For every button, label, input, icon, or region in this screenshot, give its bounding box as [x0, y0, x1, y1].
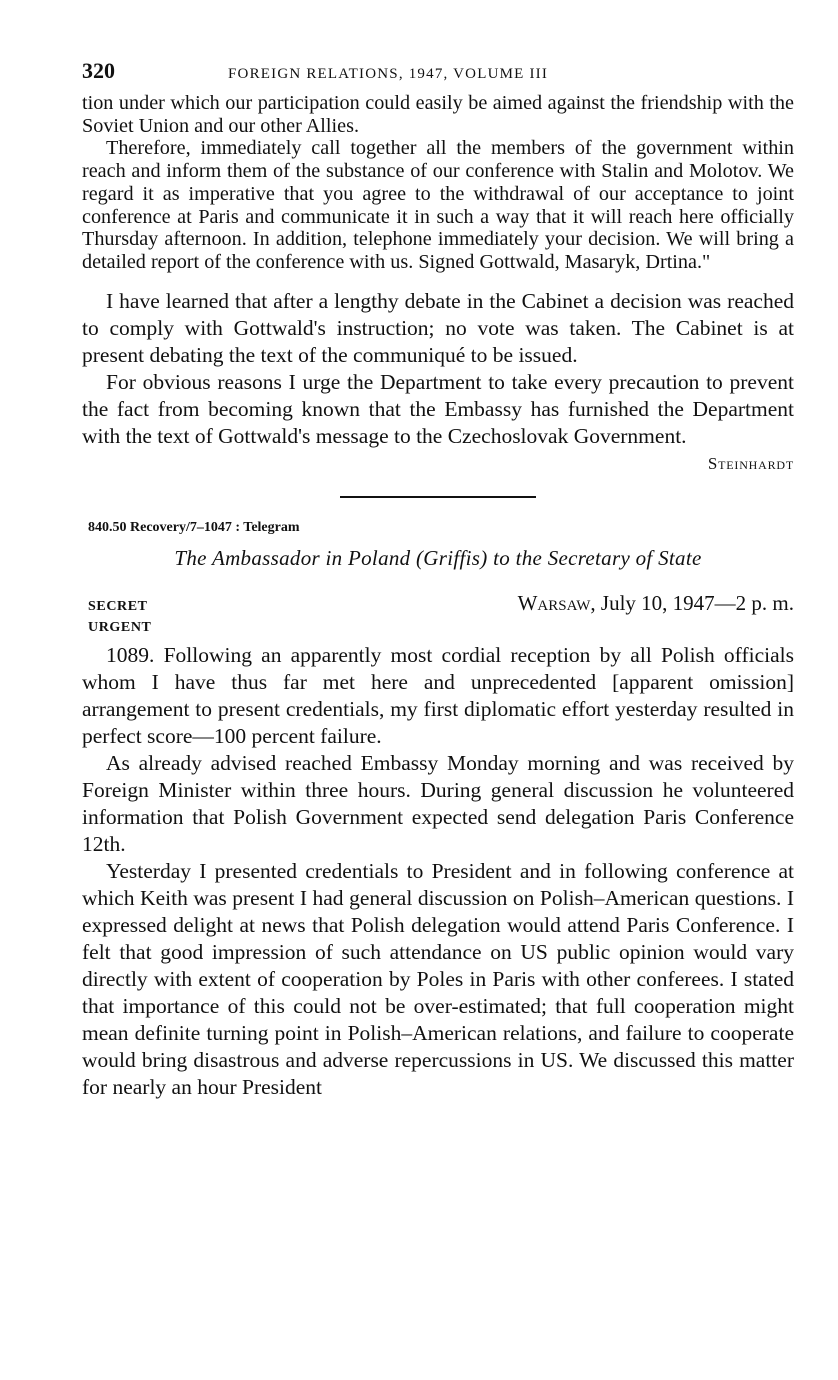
document-page	[82, 58, 794, 1101]
body-paragraph: As already advised reached Embassy Monday morning and was received by Foreign Minister within three hours. During general discussion he volunteered information that Polish Government expected send delegation Paris Conference 12th.	[82, 750, 794, 856]
file-reference: 840.50 Recovery/7–1047 : Telegram	[88, 519, 300, 535]
quote-paragraph-1: tion under which our participation could easily be aimed against the friendship with the Soviet Union and our other Allies.	[82, 92, 794, 137]
quoted-message	[82, 92, 794, 274]
body-paragraph: For obvious reasons I urge the Department to take every precaution to prevent the fact from becoming known that the Embassy has furnished the Department with the text of Gottwald's message to the Czechoslovak Government.	[82, 369, 794, 448]
body-paragraph: Yesterday I presented credentials to President and in following conference at which Keith was present I had general discussion on Polish–American questions. I expressed delight at news that Polish delegation would attend Paris Conference. I felt that good impression of such attendance on US public opinion would vary directly with extent of cooperation by Poles in Paris with other conferees. I stated that importance of this could not be over-estimated; that full cooperation might mean definite turning point in Polish–American relations, and failure to cooperate would bring disastrous and adverse repercussions in US. We discussed this matter for nearly an hour President	[82, 858, 794, 1099]
dateline-place: Warsaw	[517, 590, 591, 615]
dateline	[518, 591, 794, 616]
classification-secret: SECRET	[88, 598, 148, 614]
page-header	[82, 58, 794, 92]
body-paragraph: I have learned that after a lengthy debate in the Cabinet a decision was reached to comply with Gottwald's instruction; no vote was taken. The Cabinet is at present debating the text of the communiqué to be issued.	[82, 288, 794, 367]
signature: Steinhardt	[707, 453, 794, 473]
running-head: FOREIGN RELATIONS, 1947, VOLUME III	[228, 66, 549, 82]
first-document-body	[82, 288, 794, 450]
second-document-body	[82, 642, 794, 1101]
classification-urgent: URGENT	[88, 619, 152, 635]
body-paragraph: 1089. Following an apparently most cordial reception by all Polish officials whom I have thus far met here and unprecedented [apparent omission] arrangement to present credentials, my first diplomatic effort yesterday resulted in perfect score—100 percent failure.	[82, 642, 794, 748]
quote-paragraph-2: Therefore, immediately call together all the members of the government within reach and inform them of the substance of our conference with Stalin and Molotov. We regard it as imperative that you agree to the withdrawal of our acceptance to joint conference at Paris and communicate it in such a way that it will reach here officially Thursday afternoon. In addition, telephone immediately your decision. We will bring a detailed report of the conference with us. Signed Gottwald, Masaryk, Drtina."	[82, 137, 794, 273]
page-number: 320	[82, 58, 115, 83]
document-meta	[88, 591, 794, 616]
dateline-date: , July 10, 1947—2 p. m.	[590, 590, 794, 615]
document-title: The Ambassador in Poland (Griffis) to the Secretary of State	[174, 545, 702, 570]
section-divider	[340, 496, 536, 498]
